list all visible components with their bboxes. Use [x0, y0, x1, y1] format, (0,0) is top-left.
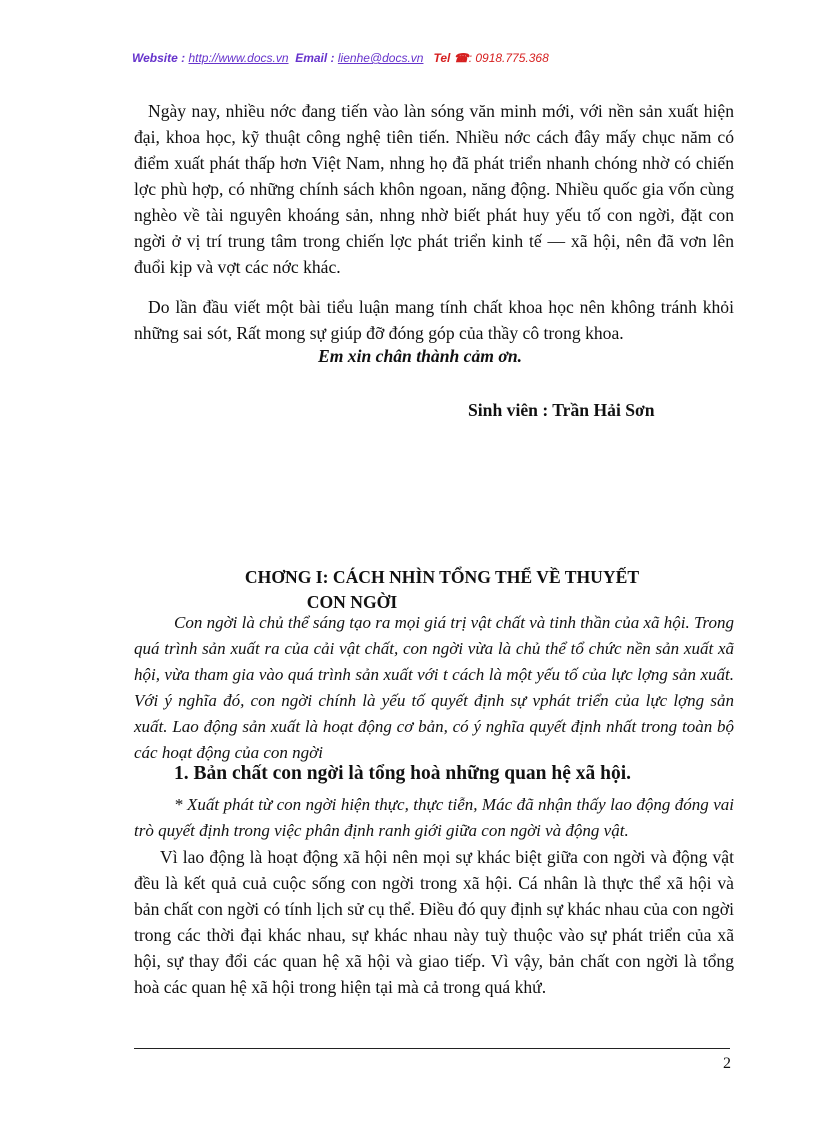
page-header	[132, 51, 549, 65]
tel-label: Tel	[433, 51, 451, 65]
section-note: * Xuất phát từ con ngời hiện thực, thực tiễn, Mác đã nhận thấy lao động đóng vai trò quyết định trong việc phân định ranh giới giữa con ngời và động vật.	[134, 795, 734, 840]
chapter-title-line-2: CON NGỜI	[306, 592, 398, 612]
section-heading: 1. Bản chất con ngời là tổng hoà những quan hệ xã hội.	[174, 763, 632, 784]
signature: Sinh viên : Trần Hải Sơn	[468, 400, 655, 420]
thanks-line: Em xin chân thành cảm ơn.	[317, 346, 522, 366]
page-number: 2	[723, 1055, 731, 1072]
chapter-title-line-1: CHƠNG I: CÁCH NHÌN TỔNG THỂ VỀ THUYẾT	[244, 567, 640, 587]
phone-number: : 0918.775.368	[468, 51, 549, 65]
website-label: Website :	[132, 51, 186, 65]
section-body: Vì lao động là hoạt động xã hội nên mọi sự khác biệt giữa con ngời và động vật đều là kết quả cuả cuộc sống con ngời trong xã hội. Cá nhân là thực thể xã hội và bản chất con ngời có tính lịch sử cụ thể. Điều đó quy định sự khác nhau của con ngời trong các thời đại khác nhau, sự khác nhau này tuỳ thuộc vào sự phát triển của xã hội, sự thay đổi các quan hệ xã hội và giao tiếp. Vì vậy, bản chất con ngời là tổng hoà các quan hệ xã hội trong hiện tại mà cả trong quá khứ.	[134, 847, 734, 997]
phone-icon: ☎	[453, 51, 469, 65]
website-link[interactable]: http://www.docs.vn	[188, 51, 289, 65]
email-label: Email :	[295, 51, 335, 65]
intro-paragraph-2: Do lần đầu viết một bài tiểu luận mang tính chất khoa học nên không tránh khỏi những sai sót, Rất mong sự giúp đỡ đóng góp của thầy cô trong khoa.	[134, 297, 734, 343]
email-link[interactable]: lienhe@docs.vn	[337, 51, 424, 65]
intro-paragraph-1: Ngày nay, nhiều nớc đang tiến vào làn sóng văn minh mới, với nền sản xuất hiện đại, khoa học, kỹ thuật công nghệ tiên tiến. Nhiều nớc cách đây mấy chục năm có điểm xuất phát thấp hơn Việt Nam, nhng họ đã phát triển nhanh chóng nhờ có chiến lợc phù hợp, có những chính sách khôn ngoan, năng động. Nhiều quốc gia vốn cùng nghèo về tài nguyên khoáng sản, nhng nhờ biết phát huy yếu tố con ngời, đặt con ngời ở vị trí trung tâm trong chiến lợc phát triển kinh tế — xã hội, nên đã vơn lên đuổi kịp và vợt các nớc khác.	[134, 101, 734, 277]
chapter-intro: Con ngời là chủ thể sáng tạo ra mọi giá trị vật chất và tinh thần của xã hội. Trong quá trình sản xuất ra của cải vật chất, con ngời vừa là chủ thể tổ chức nền sản xuất xã hội, vừa tham gia vào quá trình sản xuất với t cách là một yếu tố của lực lợng sản xuất. Với ý nghĩa đó, con ngời chính là yếu tố quyết định sự vphát triển của lực lợng sản xuất. Lao động sản xuất là hoạt động cơ bản, có ý nghĩa quyết định nhất trong toàn bộ các hoạt động của con ngời	[134, 613, 734, 762]
footer-divider	[134, 1048, 730, 1049]
